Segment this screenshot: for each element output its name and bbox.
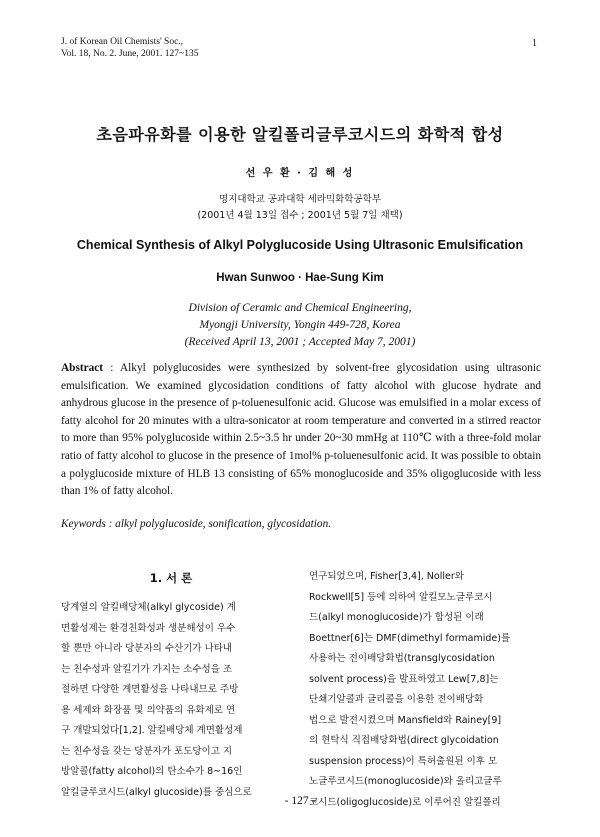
journal-citation-line1: J. of Korean Oil Chemists' Soc., [61,37,184,47]
english-authors: Hwan Sunwoo · Hae-Sung Kim [216,272,384,284]
body-line: 절하면 다양한 계면활성을 나타내므로 주방 [61,684,239,695]
body-line: 방알콜(fatty alcohol)의 탄소수가 8~16인 [61,766,243,777]
body-line: 구 개발되었다[1,2]. 알킬배당체 계면활성제 [61,725,243,736]
abstract-separator: : [103,362,120,374]
body-line: 할 뿐만 아니라 당분자의 수산기가 나타내 [61,643,233,654]
korean-affiliation-line: 명지대학교 공과대학 세라믹화학공학부 [218,194,382,205]
english-title: Chemical Synthesis of Alkyl Polyglucoside Using Ultrasonic Emulsification [76,238,524,252]
footer-page-number: - 127 - [284,795,316,807]
abstract-label: Abstract [61,362,104,374]
body-line: 연구되었으며, Fisher[3,4], Noller와 [309,571,464,582]
abstract-block [61,360,541,501]
body-line: 코시드(oligoglucoside)로 이루어진 알킬폴리 [309,796,501,808]
section-heading-introduction: 1. 서 론 [149,571,193,585]
english-affiliation-line2: Myongji University, Yongin 449-728, Korea [199,319,401,331]
top-page-number: 1 [532,38,537,49]
keywords-line: Keywords : alkyl polyglucoside, sonification, glycosidation. [61,518,332,530]
body-line: 노글루코시드(monoglucoside)와 올리고글루 [309,776,502,787]
korean-authors: 선 우 환 · 김 해 성 [245,168,355,179]
korean-dates-line: (2001년 4월 13일 접수 ; 2001년 5월 7일 채택) [197,210,403,221]
body-line: 면활성제는 환경친화성과 생분해성이 우수 [61,622,236,634]
body-line: Rockwell[5] 등에 의하여 알킬모노글루코시 [309,591,493,603]
body-line: 는 친수성을 갖는 당분자가 포도당이고 지 [61,745,233,757]
body-line: 단쇄기알콜과 글리콜을 이용한 전이배당화 [309,694,484,705]
abstract-text: Alkyl polyglucosides were synthesized by solvent-free glycosidation using ultrasonic emulsification. We examined glycosidation conditions of fatty alcohol with glucose hydrate and anhydrous glucose in the presence of p-toluenesulfonic acid. Glucose was emulsified in a molar excess of fatty alcohol for 20 minutes with a ultra-sonicator at room temperature and converted in a stirred reactor to more than 95% polyglucoside within 2.5~3.5 hr under 20~30 mmHg at 110℃ with a three-fold molar ratio of fatty alcohol to glucose in the presence of 1mol% p-toluenesulfonic acid. It was possible to obtain a polyglucoside mixture of HLB 13 consisting of 65% monoglucoside and 35% oligoglucoside with less than 1% of fatty alcohol. [61,362,541,498]
body-line: solvent process)을 발표하였고 Lew[7,8]는 [309,673,499,685]
journal-citation-line2: Vol. 18, No. 2. June, 2001. 127~135 [61,49,199,59]
body-line: 사용하는 전이배당화법(transglycosidation [309,653,495,664]
body-line: 는 친수성과 알킬기가 가지는 소수성을 조 [61,663,233,675]
body-line: 드(alkyl monoglucoside)가 합성된 이래 [309,612,484,623]
english-affiliation [0,300,600,351]
english-affiliation-line3: (Received April 13, 2001 ; Accepted May 7, 2001) [184,336,416,348]
korean-title: 초음파유화를 이용한 알킬폴리글루코시드의 화학적 합성 [96,125,504,144]
body-line: 법으로 발전시켰으며 Mansfield와 Rainey[9] [309,714,502,726]
body-line: 알킬글루코시드(alkyl glucoside)를 중심으로 [61,786,252,798]
body-line: Boettner[6]는 DMF(dimethyl formamide)를 [309,632,511,644]
korean-affiliation [0,192,600,224]
body-line: suspension process)이 특허출원된 이후 모 [309,755,498,767]
body-line: 용 세제와 화장품 및 의약품의 유화제로 연 [61,704,236,716]
body-line: 의 현탁식 직접배당화법(direct glycoidation [309,735,499,746]
body-line: 당계열의 알킬배당체(alkyl glycoside) 계 [61,602,236,613]
english-affiliation-line1: Division of Ceramic and Chemical Engineering, [188,302,412,314]
right-text-column [309,567,541,813]
journal-header [61,36,198,60]
left-text-column [61,598,283,803]
